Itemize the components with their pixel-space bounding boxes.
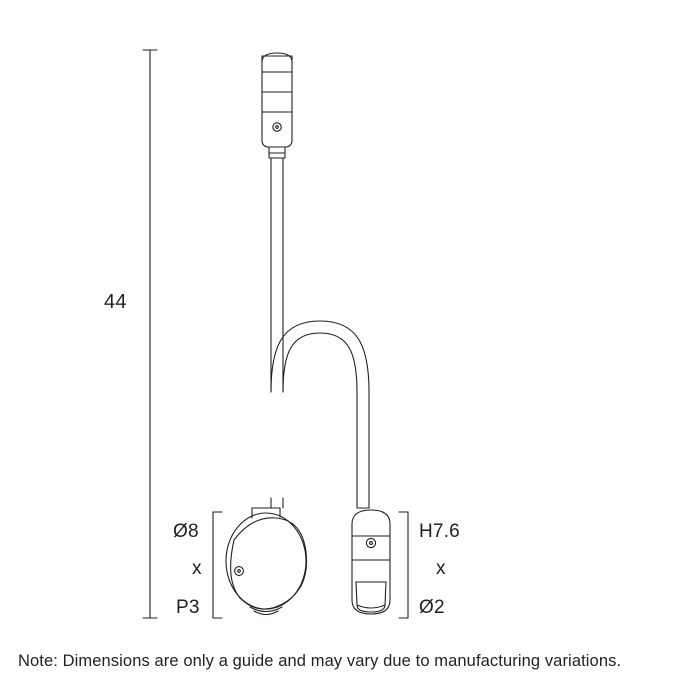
right-dimension-height-label: H7.6 [419,521,460,542]
wall-mount-backplate [226,508,307,615]
left-extension-line [213,512,222,618]
flexible-stem-upper [271,158,283,392]
vertical-dimension-line [143,50,157,618]
left-dimension-diameter-label: Ø8 [173,521,199,542]
top-head-assembly [262,53,292,158]
manufacturing-note: Note: Dimensions are only a guide and may vary due to manufacturing variations. [18,652,622,670]
right-dimension-separator-label: x [436,558,446,579]
base-to-stem-joint [271,498,283,508]
right-extension-line [399,512,408,618]
flexible-stem-curve [271,321,369,508]
left-dimension-projection-label: P3 [176,597,200,618]
overall-height-label: 44 [104,291,127,313]
left-dimension-separator-label: x [192,558,202,579]
right-dimension-diameter-label: Ø2 [419,597,445,618]
lamp-head-assembly [352,510,390,614]
